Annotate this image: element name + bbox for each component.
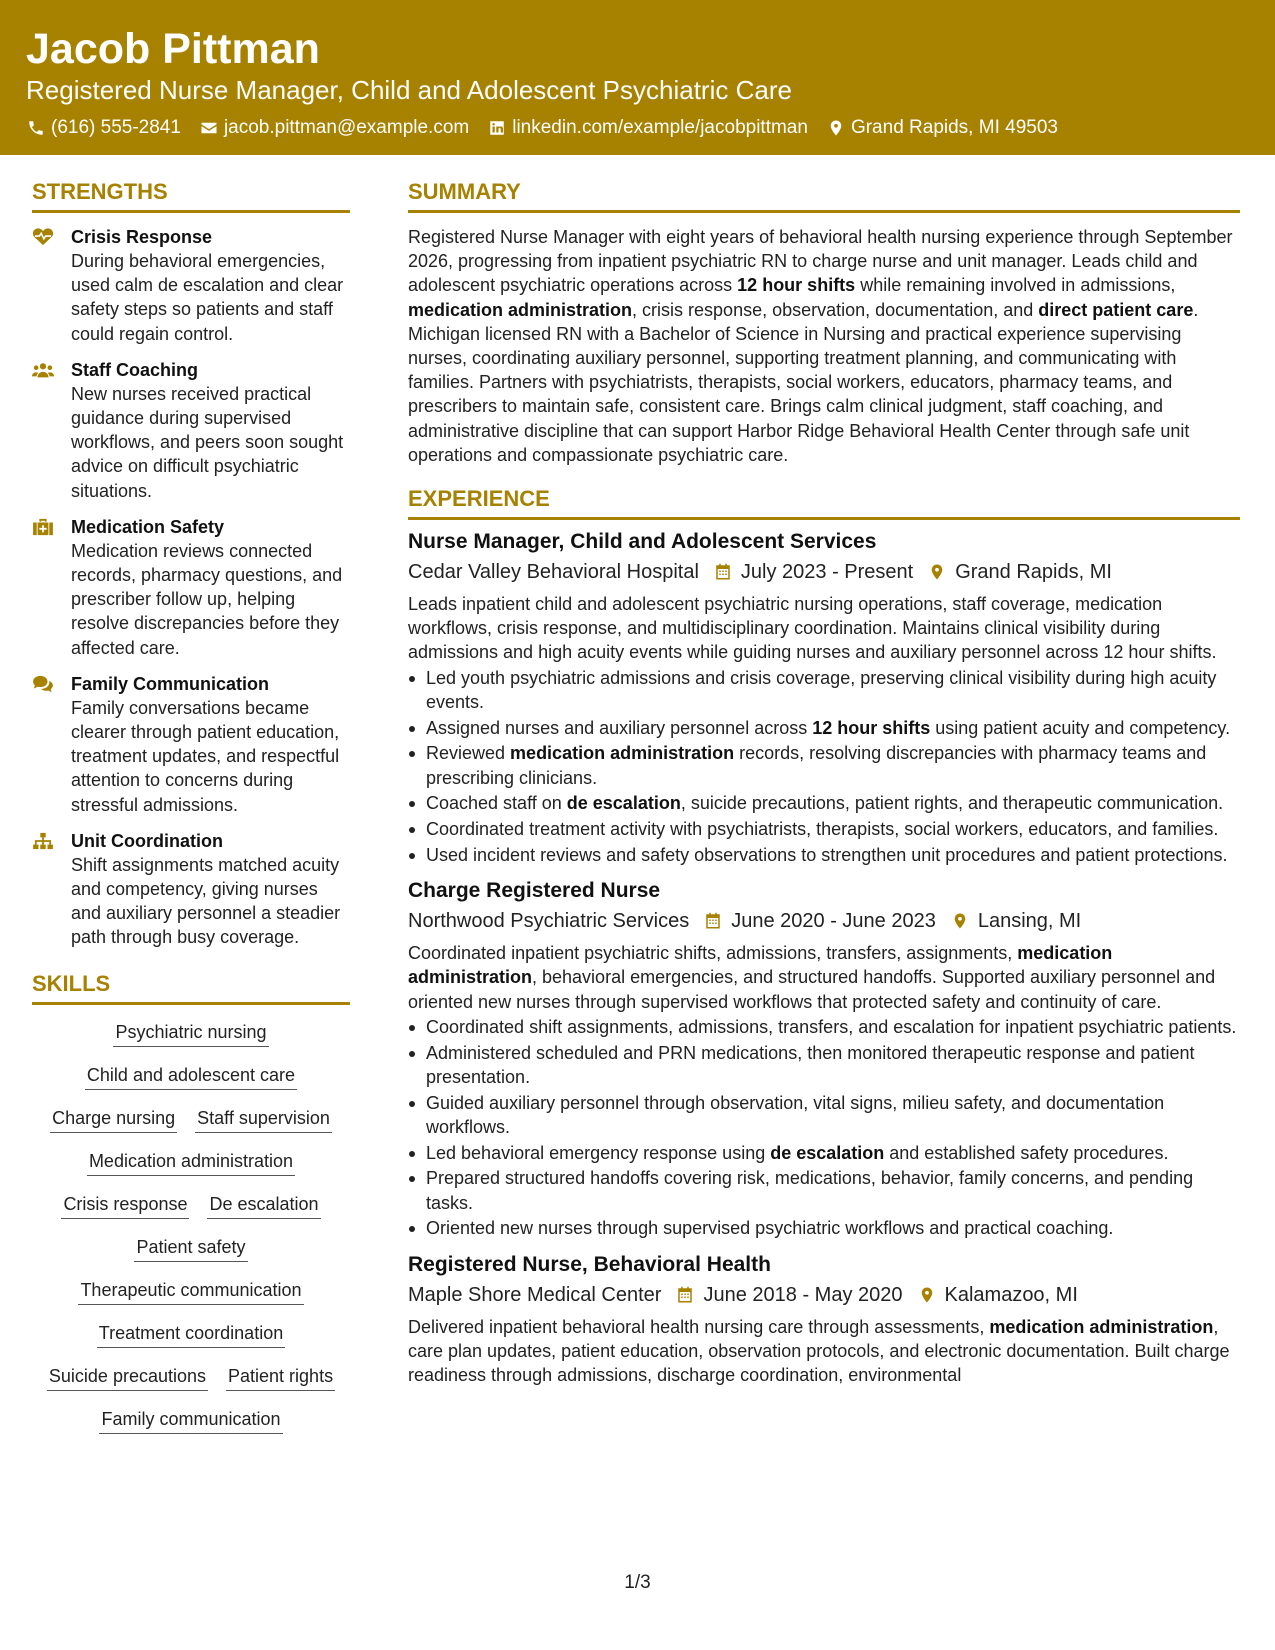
summary-part: Registered Nurse Manager with eight years of behavioral health nursing experience through September 2026, progressing from inpatient psychiatric RN to charge nurse and unit manager. Leads child and adolescent psychiatric operations across: [408, 227, 1233, 296]
bullet-item: [426, 843, 1240, 867]
summary-text: [408, 225, 1240, 467]
left-column: [32, 178, 350, 1434]
job-title: Nurse Manager, Child and Adolescent Services: [408, 530, 877, 554]
contact-linkedin[interactable]: [487, 115, 808, 141]
linkedin-icon: [487, 118, 507, 138]
job-bullets: [408, 666, 1240, 868]
calendar-icon: [713, 562, 733, 582]
bullet-text: Assigned nurses and auxiliary personnel across: [426, 717, 813, 738]
contact-location: [826, 115, 1058, 141]
experience-heading: EXPERIENCE: [408, 485, 1240, 520]
skill-tag: Crisis response: [61, 1192, 189, 1219]
contact-phone[interactable]: [26, 115, 181, 141]
calendar-icon: [703, 911, 723, 931]
sitemap-icon: [32, 832, 54, 850]
strength-title: Unit Coordination: [71, 830, 223, 851]
bullet-text: Led behavioral emergency response using: [426, 1142, 771, 1163]
strength-item: [32, 225, 350, 346]
users-icon: [32, 361, 54, 379]
resume-header: [0, 0, 1275, 155]
summary-emphasis: medication administration: [408, 299, 633, 320]
phone-text: (616) 555-2841: [51, 117, 181, 138]
strength-desc: New nurses received practical guidance during supervised workflows, and peers soon sought advice on difficult psychiatric situations.: [71, 383, 344, 501]
strength-item: [32, 358, 350, 503]
strength-item: [32, 829, 350, 950]
job-dates: June 2018 - May 2020: [703, 1283, 903, 1306]
summary-heading: SUMMARY: [408, 178, 1240, 213]
job-meta: [408, 1281, 1240, 1309]
job-entry: [408, 1251, 1240, 1388]
bullet-text: Guided auxiliary personnel through observation, vital signs, milieu safety, and documentation workflows.: [426, 1092, 1165, 1137]
map-pin-icon: [950, 911, 970, 931]
job-company: Maple Shore Medical Center: [408, 1283, 662, 1306]
strengths-heading: STRENGTHS: [32, 178, 350, 213]
bullet-item: [426, 1216, 1240, 1240]
job-company: Cedar Valley Behavioral Hospital: [408, 561, 699, 584]
bullet-text: Reviewed: [426, 743, 511, 764]
job-description: [408, 1315, 1240, 1388]
skills-heading: SKILLS: [32, 970, 350, 1005]
bullet-text: Coordinated treatment activity with psychiatrists, therapists, social workers, educators, and families.: [426, 819, 1219, 840]
summary-emphasis: 12 hour shifts: [737, 275, 856, 296]
map-pin-icon: [917, 1285, 937, 1305]
desc-text: Delivered inpatient behavioral health nursing care through assessments,: [408, 1316, 990, 1337]
skill-tag: Psychiatric nursing: [113, 1020, 268, 1047]
job-title: Charge Registered Nurse: [408, 879, 661, 903]
job-meta: [408, 907, 1240, 935]
skills-list: [32, 1017, 350, 1434]
skill-tag: Therapeutic communication: [78, 1278, 303, 1305]
bullet-item: [426, 1091, 1240, 1139]
map-pin-icon: [826, 118, 846, 138]
bullet-text: using patient acuity and competency.: [930, 717, 1231, 738]
bullet-text: Led youth psychiatric admissions and crisis coverage, preserving clinical visibility during high acuity events.: [426, 667, 1217, 712]
skill-tag: De escalation: [207, 1192, 320, 1219]
envelope-icon: [199, 118, 219, 138]
bullet-text: Coordinated shift assignments, admissions, transfers, and escalation for inpatient psychiatric patients.: [426, 1016, 1237, 1037]
bullet-text: Prepared structured handoffs covering risk, medications, behavior, family concerns, and pending tasks.: [426, 1168, 1194, 1213]
strength-desc: Shift assignments matched acuity and competency, giving nurses and auxiliary personnel a steadier path through busy coverage.: [71, 854, 341, 948]
candidate-name: Jacob Pittman: [26, 25, 320, 73]
bullet-text: records, resolving discrepancies with pharmacy teams and prescribing clinicians.: [426, 743, 1207, 788]
bullet-item: [426, 716, 1240, 740]
bullet-item: [426, 1041, 1240, 1089]
bullet-text: , suicide precautions, patient rights, and therapeutic communication.: [680, 793, 1224, 814]
bullet-emphasis: de escalation: [770, 1142, 885, 1163]
job-entry: [408, 877, 1240, 1240]
strength-desc: Medication reviews connected records, pharmacy questions, and prescriber follow up, helping resolve discrepancies before they affected care.: [71, 540, 343, 658]
skill-tag: Family communication: [99, 1407, 282, 1434]
skill-tag: Suicide precautions: [47, 1364, 208, 1391]
linkedin-text: linkedin.com/example/jacobpittman: [512, 117, 808, 138]
bullet-item: [426, 791, 1240, 815]
bullet-emphasis: 12 hour shifts: [812, 717, 931, 738]
skill-tag: Medication administration: [87, 1149, 295, 1176]
map-pin-icon: [927, 562, 947, 582]
bullet-emphasis: de escalation: [566, 793, 681, 814]
desc-text: Coordinated inpatient psychiatric shifts, admissions, transfers, assignments,: [408, 943, 1018, 964]
skill-tag: Child and adolescent care: [85, 1063, 297, 1090]
bullet-item: [426, 1166, 1240, 1214]
job-dates: July 2023 - Present: [740, 561, 914, 584]
job-company: Northwood Psychiatric Services: [408, 910, 690, 933]
bullet-text: Used incident reviews and safety observations to strengthen unit procedures and patient protections.: [426, 845, 1228, 866]
strength-item: [32, 672, 350, 817]
summary-part: . Michigan licensed RN with a Bachelor of Science in Nursing and practical experience supervising nurses, coordinating auxiliary personnel, supporting treatment planning, and communicating with families. Partners with psychiatrists, therapists, social workers, educators, pharmacy teams, and prescribers to maintain safe, consistent care. Brings calm clinical judgment, staff coaching, and administrative discipline that can support Harbor Ridge Behavioral Health Center through safe unit operations and compassionate psychiatric care.: [408, 299, 1199, 465]
skill-tag: Treatment coordination: [97, 1321, 285, 1348]
desc-text: , care plan updates, patient education, observation protocols, and electronic documentation. Built charge readiness through admissions, discharge coordination, environmental: [408, 1316, 1230, 1386]
skill-tag: Charge nursing: [50, 1106, 177, 1133]
comments-icon: [32, 675, 54, 693]
job-bullets: [408, 1015, 1240, 1241]
job-location: Kalamazoo, MI: [944, 1283, 1078, 1306]
strength-title: Medication Safety: [71, 516, 225, 537]
desc-text: , behavioral emergencies, and structured handoffs. Supported auxiliary personnel and oriented new nurses through supervised workflows that protected safety and continuity of care.: [408, 967, 1216, 1012]
bullet-text: Coached staff on: [426, 793, 567, 814]
heartbeat-icon: [32, 228, 54, 246]
desc-emphasis: medication administration: [989, 1316, 1214, 1337]
strength-desc: Family conversations became clearer through patient education, treatment updates, and respectful attention to concerns during stressful admissions.: [71, 697, 340, 815]
right-column: [408, 178, 1240, 1387]
skill-tag: Staff supervision: [195, 1106, 332, 1133]
job-description: Leads inpatient child and adolescent psychiatric nursing operations, staff coverage, medication workflows, crisis response, and multidisciplinary coordination. Maintains clinical visibility during admissions and high acuity events while guiding nurses and auxiliary personnel across 12 hour shifts.: [408, 594, 1217, 663]
job-description: [408, 941, 1240, 1014]
summary-part: while remaining involved in admissions,: [855, 275, 1176, 296]
bullet-item: [426, 741, 1240, 789]
contact-bar: [26, 115, 1058, 141]
strength-title: Staff Coaching: [71, 359, 199, 380]
skill-tag: Patient safety: [134, 1235, 247, 1262]
bullet-item: [426, 666, 1240, 714]
phone-icon: [26, 118, 46, 138]
job-location: Grand Rapids, MI: [955, 561, 1112, 584]
bullet-emphasis: medication administration: [510, 743, 735, 764]
strength-title: Family Communication: [71, 673, 270, 694]
bullet-item: [426, 817, 1240, 841]
bullet-text: Oriented new nurses through supervised psychiatric workflows and practical coaching.: [426, 1218, 1114, 1239]
job-title: Registered Nurse, Behavioral Health: [408, 1252, 771, 1276]
contact-email[interactable]: [199, 115, 469, 141]
bullet-text: Administered scheduled and PRN medications, then monitored therapeutic response and patient presentation.: [426, 1042, 1195, 1087]
summary-emphasis: direct patient care: [1038, 299, 1194, 320]
candidate-title: Registered Nurse Manager, Child and Adolescent Psychiatric Care: [26, 75, 792, 105]
bullet-text: and established safety procedures.: [884, 1142, 1169, 1163]
job-entry: [408, 528, 1240, 867]
job-location: Lansing, MI: [977, 910, 1082, 933]
job-meta: [408, 558, 1240, 586]
bullet-item: [426, 1141, 1240, 1165]
location-text: Grand Rapids, MI 49503: [850, 117, 1058, 138]
strength-desc: During behavioral emergencies, used calm de escalation and clear safety steps so patients and staff could regain control.: [71, 251, 344, 344]
strength-title: Crisis Response: [71, 227, 213, 247]
calendar-icon: [675, 1285, 695, 1305]
page-number: 1/3: [624, 1572, 651, 1593]
medkit-icon: [32, 518, 54, 536]
desc-emphasis: medication administration: [408, 943, 1113, 988]
job-dates: June 2020 - June 2023: [731, 910, 936, 933]
skill-tag: Patient rights: [226, 1364, 335, 1391]
summary-part: , crisis response, observation, documentation, and: [632, 299, 1039, 320]
email-text: jacob.pittman@example.com: [223, 117, 470, 138]
strength-item: [32, 515, 350, 660]
bullet-item: [426, 1015, 1240, 1039]
